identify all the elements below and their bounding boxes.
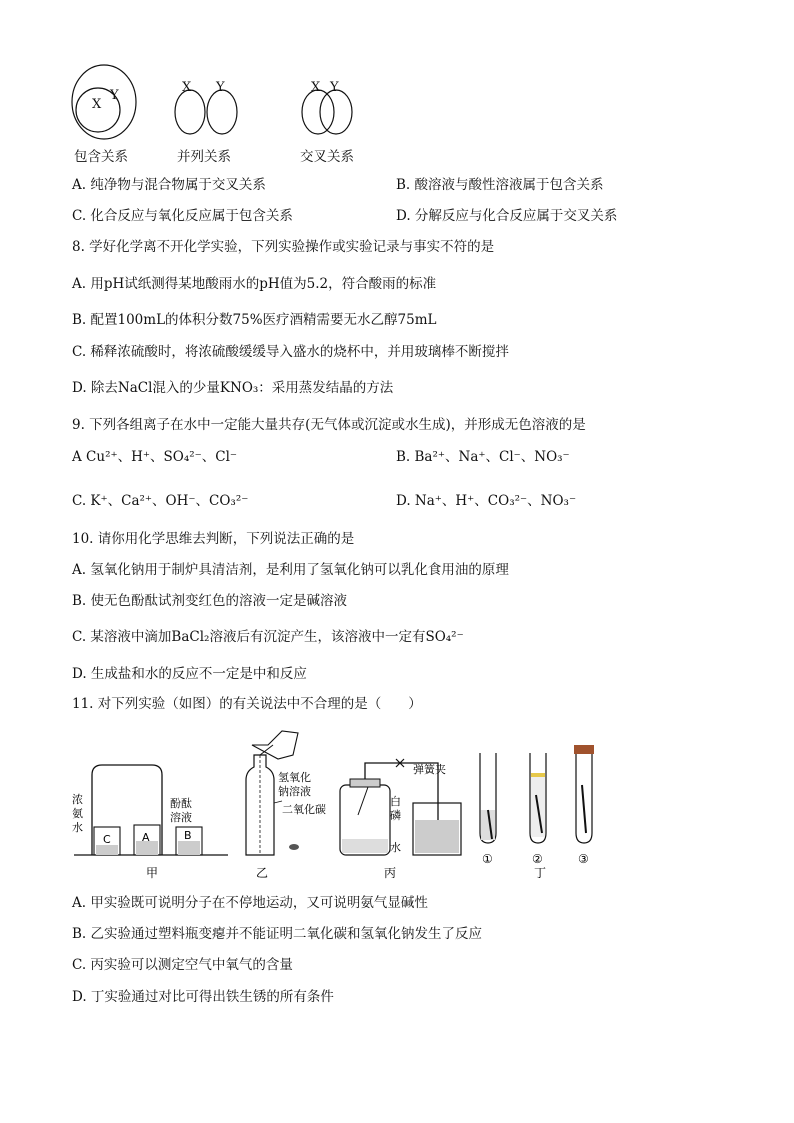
- q8-option-b: B. 配置100mL的体积分数75%医疗酒精需要无水乙醇75mL: [72, 312, 437, 328]
- caption-yi: 乙: [256, 866, 269, 880]
- label-y-parallel: Y: [216, 80, 225, 95]
- tube-2-label: ②: [532, 852, 543, 866]
- tube-2-oil-layer: [531, 773, 545, 777]
- beaker-c-label: C: [103, 833, 111, 846]
- q11-option-b: B. 乙实验通过塑料瓶变瘪并不能证明二氧化碳和氢氧化钠发生了反应: [72, 926, 483, 942]
- q9-option-c: C. K⁺、Ca²⁺、OH⁻、CO₃²⁻: [72, 493, 249, 509]
- circle-y-outer: [72, 65, 136, 139]
- pointer-co2: [274, 801, 282, 803]
- label-water: 水: [390, 841, 401, 854]
- tube-3-stopper: [574, 745, 594, 754]
- beaker-b-label: B: [184, 829, 192, 842]
- tube-3-nail: [582, 785, 586, 833]
- label-y-intersect: Y: [330, 80, 339, 95]
- beaker-b-liquid: [178, 841, 200, 855]
- bing-beaker-water: [415, 820, 459, 853]
- label-naoh-1: 氢氧化: [278, 771, 311, 784]
- tube-3-label: ③: [578, 852, 589, 866]
- q8-stem: 8. 学好化学离不开化学实验，下列实验操作或实验记录与事实不符的是: [72, 239, 495, 255]
- caption-ding: 丁: [534, 866, 547, 880]
- q8-option-c: C. 稀释浓硫酸时，将浓硫酸缓缓导入盛水的烧杯中，并用玻璃棒不断搅拌: [72, 344, 509, 360]
- q9-option-d: D. Na⁺、H⁺、CO₃²⁻、NO₃⁻: [396, 493, 577, 509]
- beaker-a-label: A: [142, 831, 150, 844]
- q10-stem: 10. 请你用化学思维去判断，下列说法正确的是: [72, 531, 355, 547]
- q7-option-a: A. 纯净物与混合物属于交叉关系: [72, 177, 266, 193]
- circle-x-parallel: [175, 90, 205, 134]
- q7-option-c: C. 化合反应与氧化反应属于包含关系: [72, 208, 293, 224]
- bing-stopper: [350, 779, 380, 787]
- label-conc-1: 浓: [72, 793, 83, 806]
- q11-option-c: C. 丙实验可以测定空气中氧气的含量: [72, 957, 293, 973]
- bing-flask-water: [342, 839, 388, 853]
- label-co2: 二氧化碳: [282, 803, 326, 816]
- q11-stem: 11. 对下列实验（如图）的有关说法中不合理的是（ ）: [72, 696, 422, 712]
- label-x-intersect: X: [311, 80, 321, 95]
- q11-option-d: D. 丁实验通过对比可得出铁生锈的所有条件: [72, 989, 334, 1005]
- q9-stem: 9. 下列各组离子在水中一定能大量共存(无气体或沉淀或水生成)，并形成无色溶液的是: [72, 417, 586, 433]
- q9-option-a: A Cu²⁺、H⁺、SO₄²⁻、Cl⁻: [72, 449, 238, 465]
- circle-y-intersect: [320, 90, 352, 134]
- label-x-containment: X: [92, 97, 102, 112]
- caption-intersect: 交叉关系: [300, 149, 354, 165]
- q9-option-b: B. Ba²⁺、Na⁺、Cl⁻、NO₃⁻: [396, 449, 570, 465]
- q10-option-d: D. 生成盐和水的反应不一定是中和反应: [72, 666, 307, 682]
- label-conc-3: 水: [72, 821, 83, 834]
- caption-containment: 包含关系: [74, 149, 128, 165]
- circle-x-intersect: [302, 90, 334, 134]
- q7-option-b: B. 酸溶液与酸性溶液属于包含关系: [396, 177, 604, 193]
- phosphorus-spoon: [358, 787, 368, 815]
- q10-option-c: C. 某溶液中滴加BaCl₂溶液后有沉淀产生，该溶液中一定有SO₄²⁻: [72, 629, 464, 645]
- label-white-2: 磷: [390, 809, 401, 822]
- label-y-containment: Y: [110, 88, 119, 103]
- venn-figures: [60, 60, 380, 145]
- caption-parallel: 并列关系: [177, 149, 231, 165]
- q7-option-d: D. 分解反应与化合反应属于交叉关系: [396, 208, 618, 224]
- label-phenol-2: 溶液: [170, 811, 192, 824]
- experiment-figure: [68, 715, 628, 885]
- label-phenol-1: 酚酞: [170, 797, 192, 810]
- circle-y-parallel: [207, 90, 237, 134]
- q10-option-b: B. 使无色酚酞试剂变红色的溶液一定是碱溶液: [72, 593, 348, 609]
- q10-option-a: A. 氢氧化钠用于制炉具清洁剂，是利用了氢氧化钠可以乳化食用油的原理: [72, 562, 509, 578]
- label-naoh-2: 钠溶液: [278, 785, 311, 798]
- tube-1-label: ①: [482, 852, 493, 866]
- label-conc-2: 氨: [72, 807, 83, 820]
- label-white-1: 白: [390, 795, 401, 808]
- label-x-parallel: X: [182, 80, 192, 95]
- bottle-cap: [289, 844, 299, 850]
- label-clamp: 弹簧夹: [413, 763, 446, 776]
- q8-option-a: A. 用pH试纸测得某地酸雨水的pH值为5.2，符合酸雨的标准: [72, 276, 437, 292]
- beaker-c-liquid: [96, 845, 118, 855]
- caption-bing: 丙: [384, 866, 397, 880]
- q8-option-d: D. 除去NaCl混入的少量KNO₃：采用蒸发结晶的方法: [72, 380, 394, 396]
- q11-option-a: A. 甲实验既可说明分子在不停地运动，又可说明氨气显碱性: [72, 895, 428, 911]
- caption-jia: 甲: [146, 866, 159, 880]
